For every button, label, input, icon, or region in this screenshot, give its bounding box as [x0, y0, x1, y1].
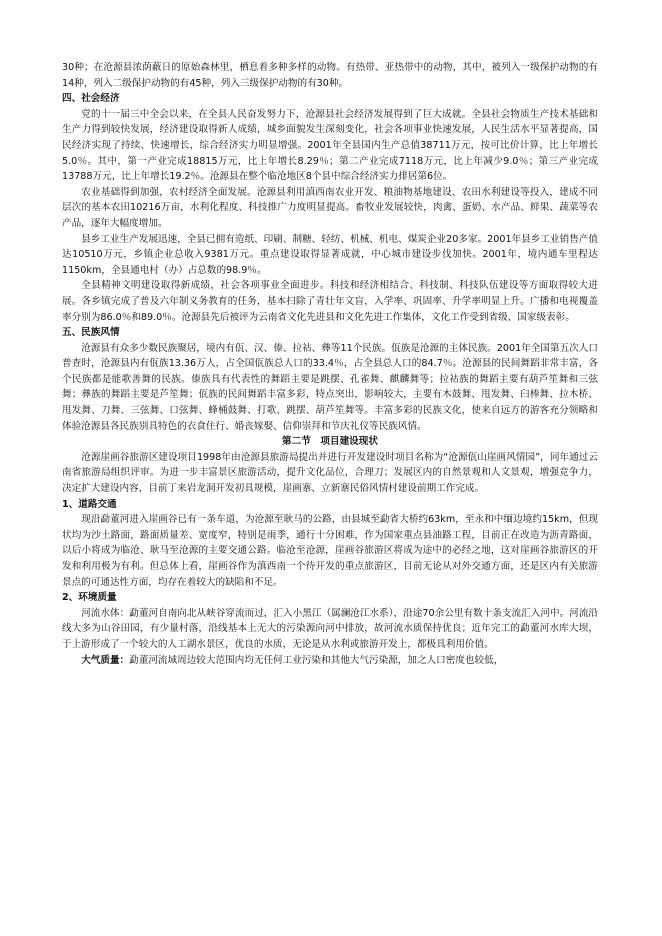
paragraph-industry: 县乡工业生产发展迅速，全县已拥有造纸、印刷、制糖、轻纺、机械、机电、煤炭企业20多家。2001年县乡工业销售产值达10510万元，乡镇企业总收入9381万元。重点建设取得显著成就，中心城市建设步伐加快。2001年，境内通车里程达1150km，全县通电村（办）占总数的98.9％。: [62, 233, 598, 276]
heading-ethnic-customs: 五、民族风情: [62, 327, 120, 339]
paragraph-agriculture: 农业基础得到加强，农村经济全面发展。沧源县利用滇西南农业开发、粮油物基地建设、农田水利建设等投入，建成不同层次的基本农田10216万亩，水利化程度、科技推广力度明显提高。畜牧业发展较快，肉禽、蛋奶、水产品、鲜果、蔬菜等农产品，逐年大幅度增加。: [62, 186, 598, 229]
heading-environment-quality: 2、环境质量: [62, 592, 117, 604]
paragraph-project-overview: 沧源崖画谷旅游区建设项目1998年由沧源县旅游局提出并进行开发建设时项目名称为“沧源佤山崖画风情园”，同年通过云南省旅游局组织评审。为进一步丰富景区旅游活动，提升文化品位，合理刀；发展区内的自然景观和人文景观，增强竞争力，决定扩大建设内容，目前丁来岩龙洞开发初具规模，崖画寨、立新寨民俗风情村建设前期工作完成。: [62, 451, 598, 495]
document-body: [62, 60, 598, 668]
paragraph-wildlife: 30种；在沧源县浓荫蔽日的原始森林里，栖息着多种多样的动物。有热带、亚热带中的动物，其中，被列入一级保护动物的有14种，列入二级保护动物的有45种，列入三级保护动物的有30种。: [62, 62, 598, 89]
paragraph-river-water: 河流水体：勐董河自南向北从峡谷穿流而过，汇入小黑江（属澜沧江水系），沿途70余公里有数十条支流汇入河中。河流沿线大多为山谷田园，有少量村落，沿线基本上无大的污染源向河中排放，故河流水质保持优良；近年完工的勐董河水库大坝，于上游形成了一个较大的人工湖水景区，优良的水质，无论是从水利或旅游开发上，都极具利用价值。: [62, 607, 598, 650]
heading-road-traffic: 1、道路交通: [62, 498, 117, 510]
air-quality-label: 大气质量：: [81, 654, 130, 666]
heading-social-economy: 四、社会经济: [62, 93, 120, 105]
paragraph-air-quality: [62, 653, 598, 669]
paragraph-economy-overview: 党的十一届三中全会以来，在全县人民奋发努力下，沧源县社会经济发展得到了巨大成就。全县社会物质生产技术基础和生产力得到较快发展，经济建设取得新人成绩，城乡面貌发生深刻变化，社会各项事业快速发展，人民生活水平显著提高，国民经济实现了持续、快速增长，综合经济实力明显增强。2001年全县国内生产总值38711万元，按可比价计算，比上年增长5.0％。其中，第一产业完成18815万元，比上年增长8.29％；第二产业完成7118万元，比上年减少9.0％；第三产业完成13788万元，比上年增长19.2％。沧源县在整个临沧地区8个县中综合经济实力排居第6位。: [62, 108, 598, 183]
paragraph-civilization: 全县精神文明建设取得新成绩，社会各项事业全面进步。科技和经济相结合、科技制、科技队伍建设等方面取得较大进展。各乡镇完成了普及六年制义务教育的任务，基本扫除了青壮年文盲，入学率、巩固率、升学率明显上升。广播和电视覆盖率分别为86.0％和89.0％。沧源县先后被评为云南省文化先进县和文化先进工作集体，文化工作受到省级、国家级表彰。: [62, 280, 598, 323]
air-quality-text: 勐董河流域周边较大范围内均无任何工业污染和其他大气污染源，加之人口密度也较低，: [129, 654, 504, 666]
paragraph-ethnic-groups: 沧源县有众多少数民族聚居，境内有佤、汉、傣、拉祜、彝等11个民族。佤族是沧源的主体民族。2001年全国第五次人口普查时，沧源县内有佤族13.36万人，占全国佤族总人口的33.4％，占全县总人口的84.7％。沧源县的民间舞蹈非常丰富，各个民族都是能歌善舞的民族。傣族具有代表性的舞蹈主要是跳摆、孔雀舞、麒麟舞等；拉祜族的舞蹈主要有葫芦笙舞和三弦舞；彝族的舞蹈主要是芦笙舞；佤族的民间舞蹈丰富多彩，特点突出，影响较大，主要有木鼓舞、甩发舞、臼棒舞、拉木桥、甩发舞、刀舞、三弦舞、口弦舞、蜂桶鼓舞、打歌、跳摆、葫芦笙舞等。丰富多彩的民族文化，使来自远方的游客充分领略和体验沧源县各民族别具特色的衣食住行、婚丧嫁娶、信仰崇拜和节庆礼仪等民族风情。: [62, 342, 598, 432]
section-title: 第二节 项目建设现状: [282, 436, 378, 448]
paragraph-road-traffic: 现沿勐董河进入崖画谷已有一条车道，为沧源至耿马的公路，由县城至勐省大桥约63km，至永和中缅边境约15km，但现状均为沙土路面，路面质量差、宽度窄，特别是雨季，通行十分困难，作为国家重点县油路工程，目前正在改造为沥青路面，以后小将成为临沧、耿马至沧源的主要交通公路。临沧至沧源，崖画谷旅游区将成为途中的必经之地，这对崖画谷旅游区的开发和利用极为有利。但总体上看，崖画谷作为滇西南一个待开发的重点旅游区，目前无论从对外交通方面，还是区内有关旅游景点的可通达性方面，均存在着较大的缺陷和不足。: [62, 514, 598, 588]
